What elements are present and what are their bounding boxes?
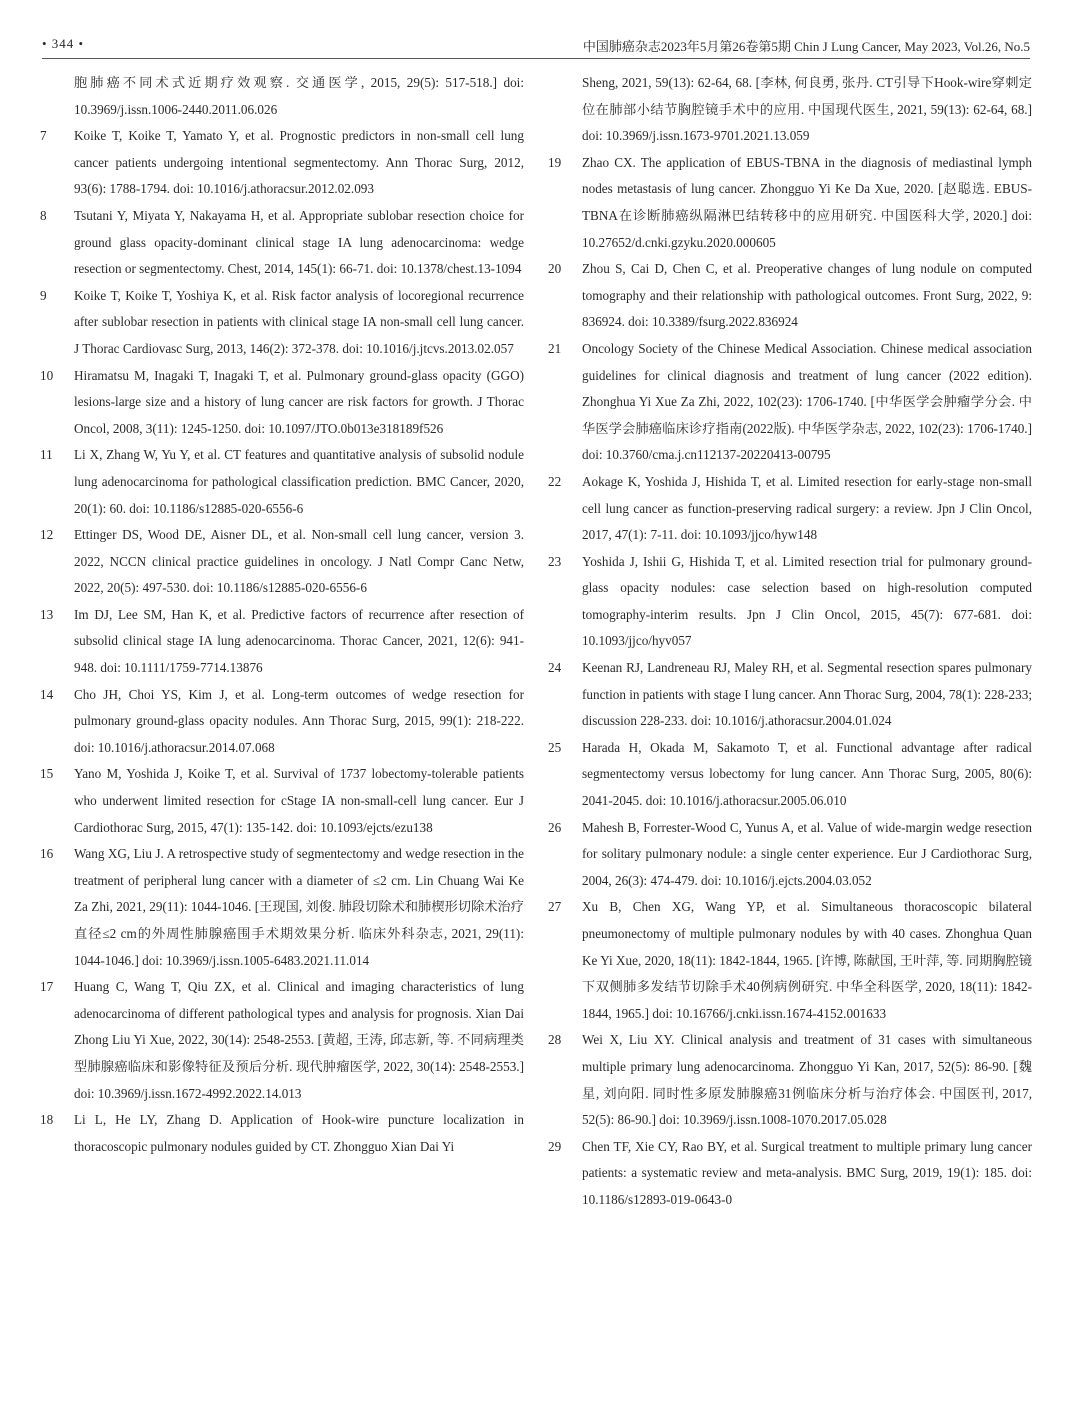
reference-number: 19 bbox=[548, 154, 562, 170]
reference-text: Ettinger DS, Wood DE, Aisner DL, et al. Non-small cell lung cancer, version 3. 2022, NCCN clinical practice guidelines in oncology. J Natl Compr Canc Netw, 2022, 20(5): 497-530. doi: 10.1186/s12885-020-6556-6 bbox=[74, 527, 524, 596]
reference-number: 11 bbox=[40, 447, 53, 463]
reference-number: 10 bbox=[40, 367, 54, 383]
reference-number: 27 bbox=[548, 899, 562, 915]
reference-text: Im DJ, Lee SM, Han K, et al. Predictive factors of recurrence after resection of subsolid clinical stage IA lung adenocarcinoma. Thorac Cancer, 2021, 12(6): 941-948. doi: 10.1111/1759-7714.13876 bbox=[74, 606, 524, 676]
reference-number: 18 bbox=[40, 1112, 54, 1128]
reference-item bbox=[548, 894, 1032, 1027]
reference-number: 28 bbox=[548, 1032, 562, 1048]
reference-item bbox=[548, 735, 1032, 815]
reference-number: 13 bbox=[40, 606, 54, 622]
reference-number: 17 bbox=[40, 979, 54, 995]
reference-item bbox=[548, 150, 1032, 256]
reference-number: 9 bbox=[40, 287, 47, 303]
reference-text: Cho JH, Choi YS, Kim J, et al. Long-term outcomes of wedge resection for pulmonary ground-glass opacity nodules. Ann Thorac Surg, 2015, 99(1): 218-222. doi: 10.1016/j.athoracsur.2014.07.068 bbox=[74, 686, 524, 755]
reference-text: Aokage K, Yoshida J, Hishida T, et al. Limited resection for early-stage non-small cell lung cancer as function-preserving radical surgery: a review. Jpn J Clin Oncol, 2017, 47(1): 7-11. doi: 10.1093/jjco/hyw148 bbox=[582, 473, 1032, 543]
right-column bbox=[548, 70, 1032, 1214]
reference-text: Zhou S, Cai D, Chen C, et al. Preoperative changes of lung nodule on computed tomography and their relationship with pathological outcomes. Front Surg, 2022, 9: 836924. doi: 10.3389/fsurg.2022.836924 bbox=[582, 261, 1032, 330]
reference-text: Yano M, Yoshida J, Koike T, et al. Survival of 1737 lobectomy-tolerable patients who underwent limited resection for cStage IA non-small-cell lung cancer. Eur J Cardiothorac Surg, 2015, 47(1): 135-142. doi: 10.1093/ejcts/ezu138 bbox=[74, 766, 524, 835]
reference-item bbox=[40, 363, 524, 443]
reference-item bbox=[40, 522, 524, 602]
reference-item bbox=[548, 256, 1032, 336]
reference-item bbox=[40, 123, 524, 203]
reference-number: 22 bbox=[548, 473, 562, 489]
page-number: • 344 • bbox=[42, 36, 85, 51]
reference-item bbox=[40, 1107, 524, 1160]
reference-text: Wei X, Liu XY. Clinical analysis and treatment of 31 cases with simultaneous multiple primary lung adenocarcinoma. Zhongguo Yi Kan, 2017, 52(5): 86-90. [魏星, 刘向阳. 同时性多原发肺腺癌31例临床分析与治疗体会. 中国医刊, 2017, 52(5): 86-90.] doi: 10.3969/j.issn.1008-1070.2017.05.028 bbox=[582, 1032, 1032, 1128]
page-header bbox=[42, 36, 1030, 59]
reference-item bbox=[548, 815, 1032, 895]
reference-item bbox=[548, 549, 1032, 655]
reference-text: Wang XG, Liu J. A retrospective study of segmentectomy and wedge resection in the treatment of peripheral lung cancer with a diameter of ≤2 cm. Lin Chuang Wai Ke Za Zhi, 2021, 29(11): 1044-1046. [王现国, 刘俊. 肺段切除术和肺楔形切除术治疗直径≤2 cm的外周性肺腺癌围手术期效果分析. 临床外科杂志, 2021, 29(11): 1044-1046.] doi: 10.3969/j.issn.1005-6483.2021.11.014 bbox=[74, 846, 524, 968]
reference-number: 29 bbox=[548, 1138, 562, 1154]
reference-item bbox=[548, 469, 1032, 549]
reference-number: 21 bbox=[548, 340, 562, 356]
reference-item bbox=[548, 1134, 1032, 1214]
reference-item bbox=[40, 841, 524, 974]
reference-text: Yoshida J, Ishii G, Hishida T, et al. Limited resection trial for pulmonary ground-glass opacity nodules: case selection based on high-resolution computed tomography-interim results. Jpn J Clin Oncol, 2015, 45(7): 677-681. doi: 10.1093/jjco/hyv057 bbox=[582, 553, 1032, 649]
reference-number: 8 bbox=[40, 207, 47, 223]
reference-text: Harada H, Okada M, Sakamoto T, et al. Functional advantage after radical segmentectomy versus lobectomy for lung cancer. Ann Thorac Surg, 2005, 80(6): 2041-2045. doi: 10.1016/j.athoracsur.2005.06.010 bbox=[582, 739, 1032, 809]
reference-text: Koike T, Koike T, Yoshiya K, et al. Risk factor analysis of locoregional recurrence after sublobar resection in patients with clinical stage IA non-small cell lung cancer. J Thorac Cardiovasc Surg, 2013, 146(2): 372-378. doi: 10.1016/j.jtcvs.2013.02.057 bbox=[74, 287, 524, 356]
reference-item bbox=[40, 442, 524, 522]
reference-number: 25 bbox=[548, 739, 562, 755]
reference-text: Hiramatsu M, Inagaki T, Inagaki T, et al. Pulmonary ground-glass opacity (GGO) lesions-large size and a history of lung cancer are risk factors for growth. J Thorac Oncol, 2008, 3(11): 1245-1250. doi: 10.1097/JTO.0b013e318189f526 bbox=[74, 367, 524, 436]
reference-item bbox=[40, 602, 524, 682]
reference-continuation bbox=[40, 70, 524, 123]
journal-title: 中国肺癌杂志2023年5月第26卷第5期 Chin J Lung Cancer, May 2023, Vol.26, No.5 bbox=[582, 39, 1030, 54]
reference-number: 7 bbox=[40, 128, 47, 144]
reference-text: Tsutani Y, Miyata Y, Nakayama H, et al. Appropriate sublobar resection choice for ground glass opacity-dominant clinical stage IA lung adenocarcinoma: wedge resection or segmentectomy. Chest, 2014, 145(1): 66-71. doi: 10.1378/chest.13-1094 bbox=[74, 207, 524, 277]
reference-number: 14 bbox=[40, 686, 54, 702]
reference-number: 12 bbox=[40, 527, 54, 543]
reference-text: Oncology Society of the Chinese Medical Association. Chinese medical association guidelines for clinical diagnosis and treatment of lung cancer (2022 edition). Zhonghua Yi Xue Za Zhi, 2022, 102(23): 1706-1740. [中华医学会肿瘤学分会. 中华医学会肺癌临床诊疗指南(2022版). 中华医学杂志, 2022, 102(23): 1706-1740.] doi: 10.3760/cma.j.cn112137-20220413-00795 bbox=[582, 340, 1032, 463]
reference-number: 15 bbox=[40, 766, 54, 782]
reference-number: 26 bbox=[548, 819, 562, 835]
reference-item bbox=[40, 203, 524, 283]
reference-item bbox=[40, 761, 524, 841]
reference-text: Xu B, Chen XG, Wang YP, et al. Simultaneous thoracoscopic bilateral pneumonectomy of multiple pulmonary nodules by with 40 cases. Zhonghua Quan Ke Yi Xue, 2020, 18(11): 1842-1844, 1965. [许博, 陈献国, 王叶萍, 等. 同期胸腔镜下双侧肺多发结节切除手术40例病例研究. 中华全科医学, 2020, 18(11): 1842-1844, 1965.] doi: 10.16766/j.cnki.issn.1674-4152.001633 bbox=[582, 899, 1032, 1021]
reference-text: Sheng, 2021, 59(13): 62-64, 68. [李林, 何良勇, 张丹. CT引导下Hook-wire穿刺定位在肺部小结节胸腔镜手术中的应用. 中国现代医生, 2021, 59(13): 62-64, 68.] doi: 10.3969/j.issn.1673-9701.2021.13.059 bbox=[582, 75, 1032, 144]
reference-text: Zhao CX. The application of EBUS-TBNA in the diagnosis of mediastinal lymph nodes metastasis of lung cancer. Zhongguo Yi Ke Da Xue, 2020. [赵聪选. EBUS-TBNA在诊断肺癌纵隔淋巴结转移中的应用研究. 中国医科大学, 2020.] doi: 10.27652/d.cnki.gzyku.2020.000605 bbox=[582, 154, 1032, 250]
reference-item bbox=[548, 1027, 1032, 1133]
reference-text: Keenan RJ, Landreneau RJ, Maley RH, et al. Segmental resection spares pulmonary function in patients with stage I lung cancer. Ann Thorac Surg, 2004, 78(1): 228-233; discussion 228-233. doi: 10.1016/j.athoracsur.2004.01.024 bbox=[582, 660, 1033, 729]
reference-number: 24 bbox=[548, 660, 562, 676]
reference-item bbox=[40, 974, 524, 1107]
reference-number: 16 bbox=[40, 846, 54, 862]
reference-text: Li L, He LY, Zhang D. Application of Hook-wire puncture localization in thoracoscopic pulmonary nodules guided by CT. Zhongguo Xian Dai Yi bbox=[74, 1112, 524, 1154]
reference-item bbox=[548, 655, 1032, 735]
reference-number: 20 bbox=[548, 261, 562, 277]
left-column bbox=[40, 70, 524, 1160]
reference-text: Li X, Zhang W, Yu Y, et al. CT features and quantitative analysis of subsolid nodule lung adenocarcinoma for pathological classification prediction. BMC Cancer, 2020, 20(1): 60. doi: 10.1186/s12885-020-6556-6 bbox=[74, 447, 524, 516]
reference-text: 胞肺癌不同术式近期疗效观察. 交通医学, 2015, 29(5): 517-518.] doi: 10.3969/j.issn.1006-2440.2011.06.026 bbox=[74, 75, 524, 117]
reference-text: Mahesh B, Forrester-Wood C, Yunus A, et al. Value of wide-margin wedge resection for solitary pulmonary nodule: a single center experience. Eur J Cardiothorac Surg, 2004, 26(3): 474-479. doi: 10.1016/j.ejcts.2004.03.052 bbox=[582, 819, 1032, 888]
reference-text: Koike T, Koike T, Yamato Y, et al. Prognostic predictors in non-small cell lung cancer patients undergoing intentional segmentectomy. Ann Thorac Surg, 2012, 93(6): 1788-1794. doi: 10.1016/j.athoracsur.2012.02.093 bbox=[74, 128, 524, 197]
reference-continuation bbox=[548, 70, 1032, 150]
reference-item bbox=[40, 682, 524, 762]
reference-text: Huang C, Wang T, Qiu ZX, et al. Clinical and imaging characteristics of lung adenocarcinoma of different pathological types and analysis for prognosis. Xian Dai Zhong Liu Yi Xue, 2022, 30(14): 2548-2553. [黄超, 王涛, 邱志新, 等. 不同病理类型肺腺癌临床和影像特征及预后分析. 现代肿瘤医学, 2022, 30(14): 2548-2553.] doi: 10.3969/j.issn.1672-4992.2022.14.013 bbox=[74, 979, 524, 1101]
reference-item bbox=[548, 336, 1032, 469]
reference-number: 23 bbox=[548, 553, 562, 569]
reference-text: Chen TF, Xie CY, Rao BY, et al. Surgical treatment to multiple primary lung cancer patients: a systematic review and meta-analysis. BMC Surg, 2019, 19(1): 185. doi: 10.1186/s12893-019-0643-0 bbox=[582, 1138, 1032, 1207]
reference-item bbox=[40, 283, 524, 363]
